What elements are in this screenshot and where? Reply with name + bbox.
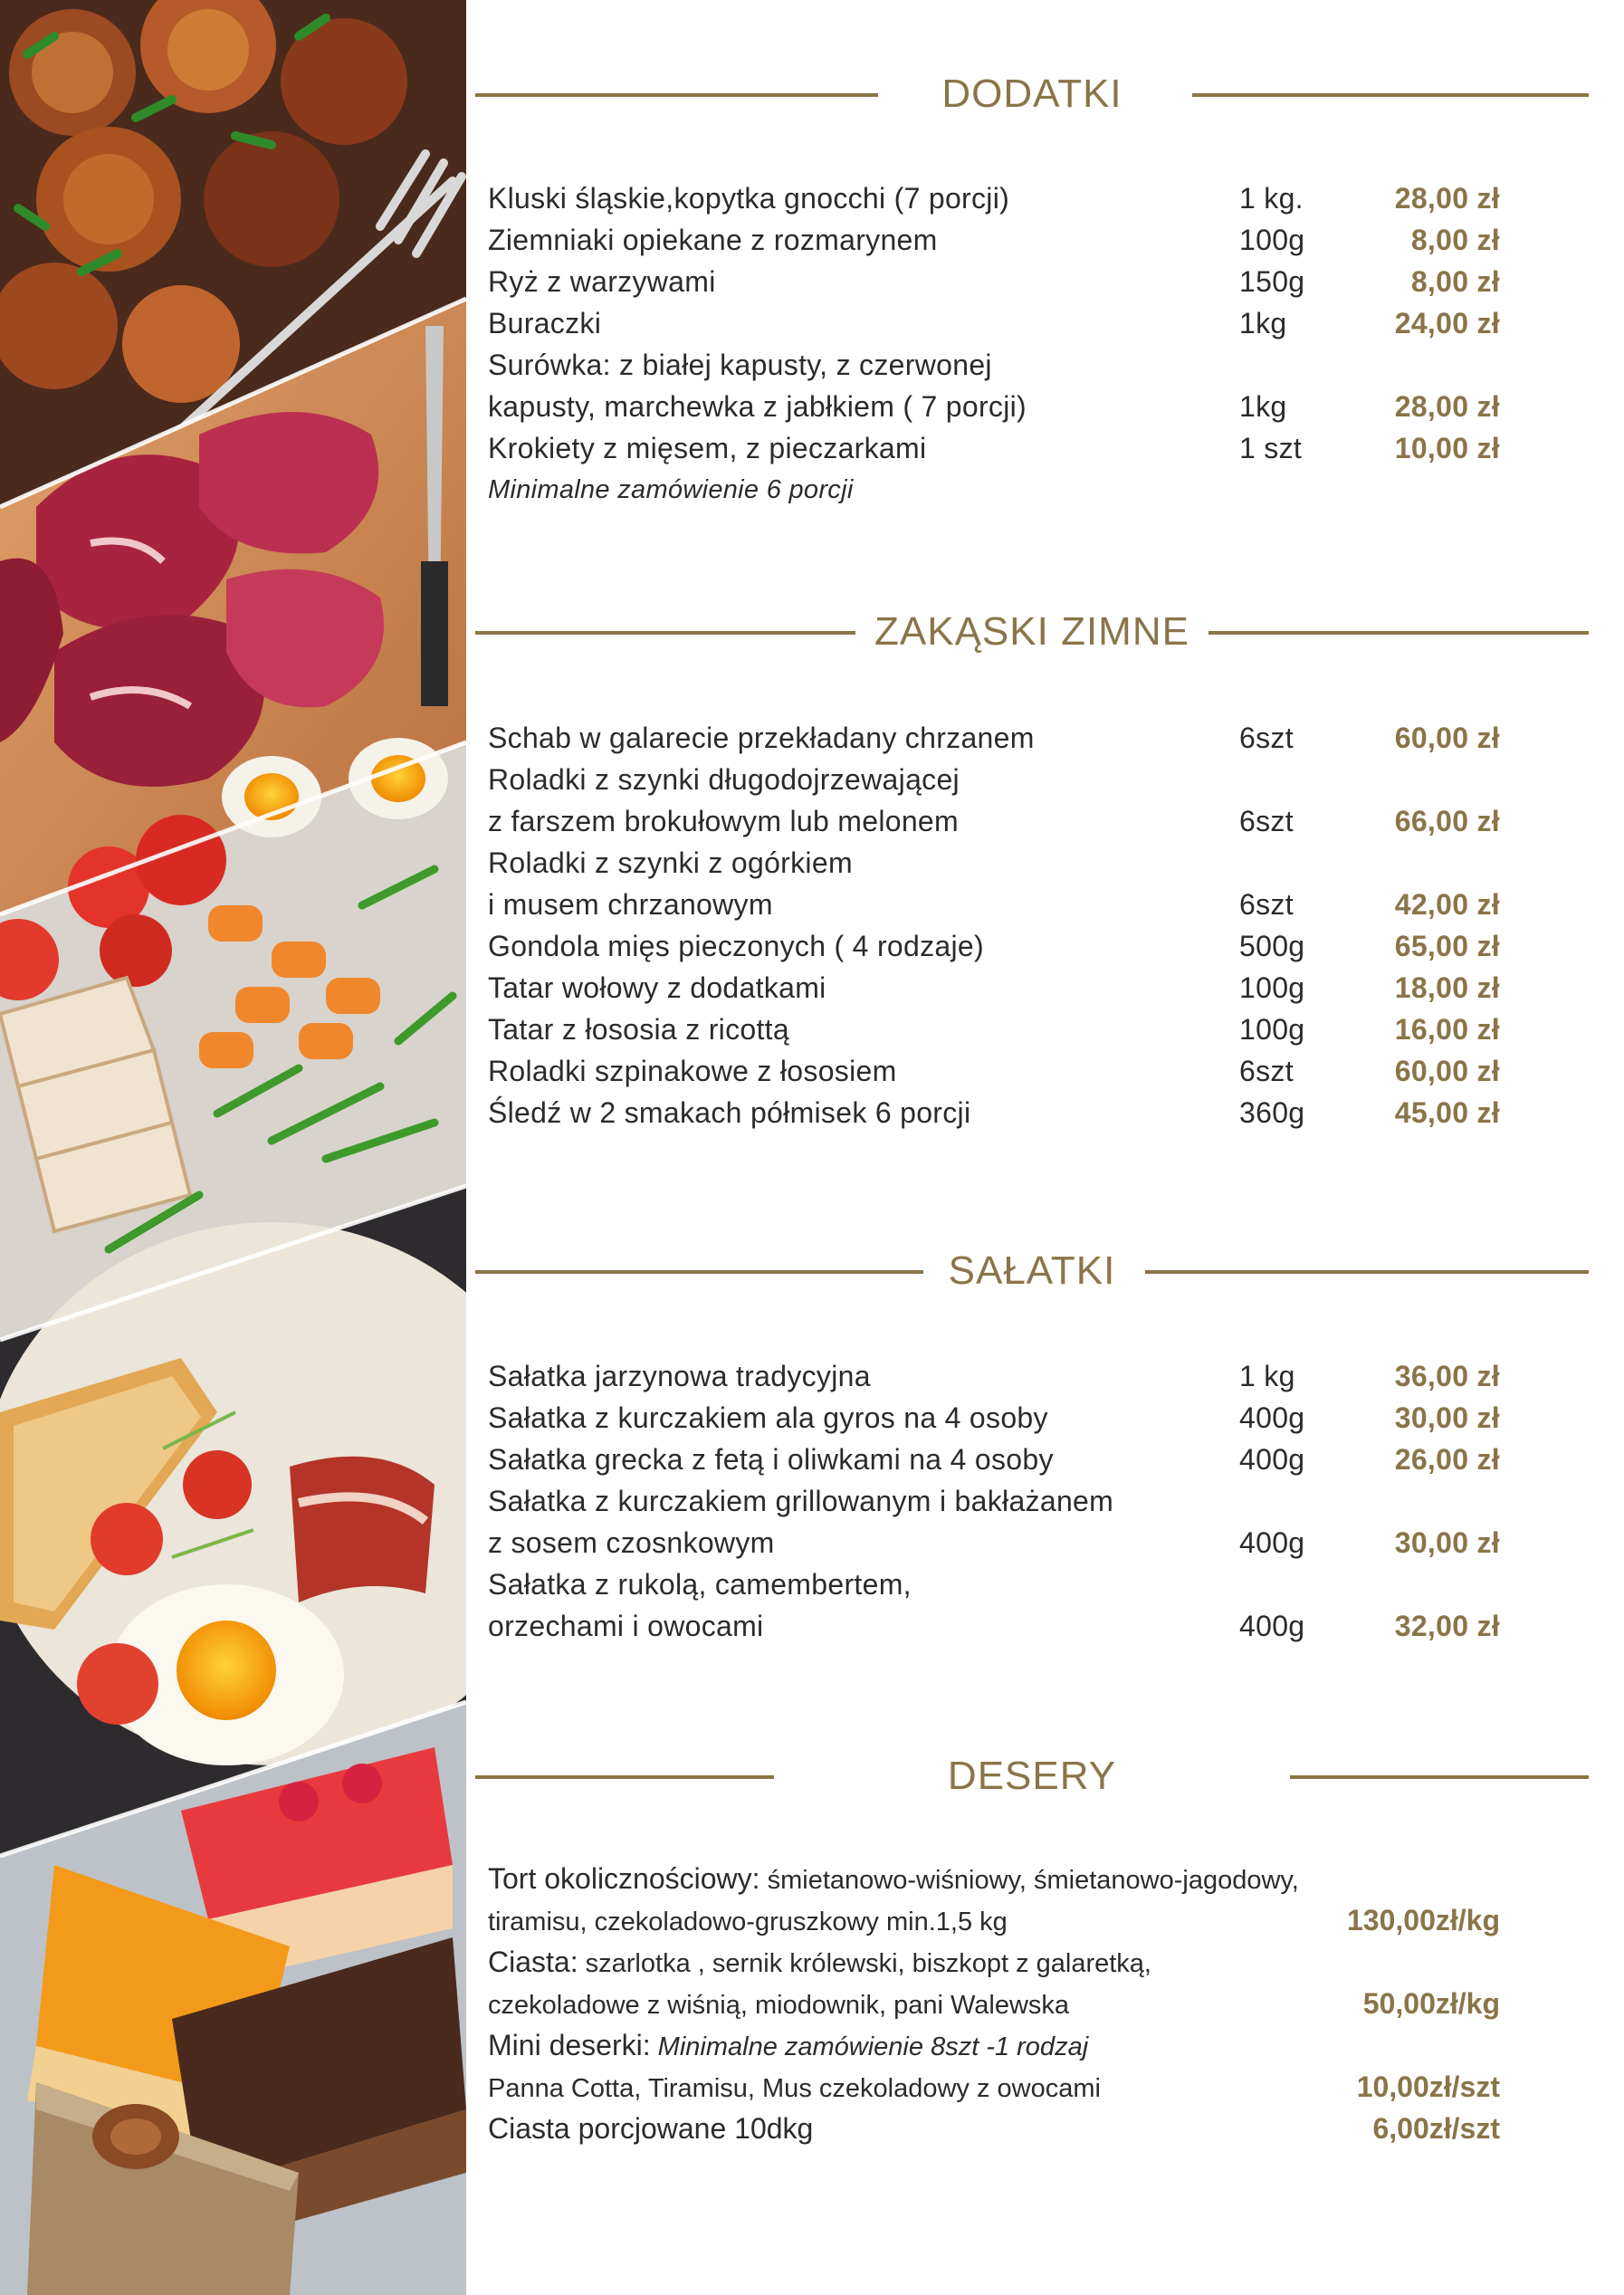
section-header-desery bbox=[475, 1740, 1589, 1812]
item-price: 8,00 zł bbox=[1410, 224, 1500, 256]
menu-row bbox=[488, 302, 1574, 344]
item-name: Buraczki bbox=[488, 307, 602, 339]
item-quantity: 360g bbox=[1239, 1096, 1305, 1129]
item-price: 45,00 zł bbox=[1394, 1096, 1500, 1129]
menu-row bbox=[488, 925, 1574, 967]
item-quantity: 1 kg bbox=[1239, 1360, 1295, 1392]
item-quantity: 6szt bbox=[1239, 722, 1294, 754]
item-name: orzechami i owocami bbox=[488, 1610, 764, 1642]
item-name: Śledź w 2 smakach półmisek 6 porcji bbox=[488, 1096, 971, 1129]
item-price: 36,00 zł bbox=[1394, 1360, 1500, 1392]
item-name: Ryż z warzywami bbox=[488, 265, 716, 298]
item-name: Sałatka jarzynowa tradycyjna bbox=[488, 1360, 871, 1392]
item-price: 60,00 zł bbox=[1394, 722, 1500, 754]
dessert-row bbox=[488, 1899, 1574, 1941]
item-quantity: 1 kg. bbox=[1239, 182, 1304, 215]
item-price: 26,00 zł bbox=[1394, 1443, 1500, 1476]
dessert-price: 10,00zł/szt bbox=[1356, 2070, 1500, 2103]
section-header-zakaski bbox=[475, 596, 1589, 668]
item-name: Sałatka grecka z fetą i oliwkami na 4 osoby bbox=[488, 1443, 1054, 1476]
item-quantity: 500g bbox=[1239, 930, 1305, 962]
menu-row bbox=[488, 344, 1574, 386]
dessert-category: Tort okolicznościowy: bbox=[488, 1862, 760, 1895]
item-quantity: 6szt bbox=[1239, 805, 1294, 837]
item-quantity: 150g bbox=[1239, 265, 1305, 298]
menu-row bbox=[488, 427, 1574, 469]
item-name: i musem chrzanowym bbox=[488, 888, 773, 921]
item-quantity: 1 szt bbox=[1239, 432, 1303, 464]
food-collage-image bbox=[0, 0, 466, 2295]
item-quantity: 6szt bbox=[1239, 888, 1294, 921]
item-name: Gondola mięs pieczonych ( 4 rodzaje) bbox=[488, 930, 984, 962]
menu-row bbox=[488, 842, 1574, 884]
minimum-order-note bbox=[488, 469, 1574, 511]
menu-row bbox=[488, 1397, 1574, 1439]
dessert-note: Minimalne zamówienie 8szt -1 rodzaj bbox=[650, 2032, 1089, 2061]
menu-row bbox=[488, 1355, 1574, 1397]
item-name: Roladki z szynki długodojrzewającej bbox=[488, 763, 960, 796]
salatki-list bbox=[488, 1355, 1574, 1647]
item-quantity: 1kg bbox=[1239, 307, 1287, 339]
menu-row bbox=[488, 1439, 1574, 1480]
section-header-salatki bbox=[475, 1235, 1589, 1307]
item-name: Sałatka z kurczakiem ala gyros na 4 osoby bbox=[488, 1401, 1048, 1434]
dessert-category: Ciasta: bbox=[488, 1946, 578, 1978]
item-name: Kluski śląskie,kopytka gnocchi (7 porcji) bbox=[488, 182, 1010, 215]
zakaski-list bbox=[488, 717, 1574, 1133]
item-quantity: 100g bbox=[1239, 224, 1305, 256]
item-price: 24,00 zł bbox=[1394, 307, 1500, 339]
section-title: SAŁATKI bbox=[948, 1248, 1116, 1293]
desery-list bbox=[488, 1858, 1574, 2149]
menu-row bbox=[488, 800, 1574, 842]
menu-column bbox=[475, 0, 1589, 2295]
item-price: 42,00 zł bbox=[1394, 888, 1500, 921]
menu-row bbox=[488, 1563, 1574, 1605]
item-name: Schab w galarecie przekładany chrzanem bbox=[488, 722, 1035, 754]
menu-row bbox=[488, 219, 1574, 261]
section-header-dodatki bbox=[475, 58, 1589, 130]
menu-row bbox=[488, 1050, 1574, 1092]
menu-row bbox=[488, 1522, 1574, 1563]
dessert-description: szarlotka , sernik królewski, biszkopt z galaretką, bbox=[578, 1949, 1151, 1978]
item-price: 32,00 zł bbox=[1394, 1610, 1500, 1642]
dessert-description: śmietanowo-wiśniowy, śmietanowo-jagodowy, bbox=[759, 1866, 1299, 1895]
item-quantity: 100g bbox=[1239, 1013, 1305, 1046]
dessert-price: 50,00zł/kg bbox=[1362, 1987, 1500, 2020]
menu-row bbox=[488, 967, 1574, 1009]
item-name: Sałatka z kurczakiem grillowanym i bakłażanem bbox=[488, 1485, 1114, 1517]
menu-row bbox=[488, 386, 1574, 427]
section-title: DESERY bbox=[947, 1754, 1117, 1798]
item-name: Roladki z szynki z ogórkiem bbox=[488, 846, 853, 879]
item-price: 30,00 zł bbox=[1394, 1526, 1500, 1559]
dessert-description: czekoladowe z wiśnią, miodownik, pani Walewska bbox=[488, 1991, 1070, 2020]
note-text: Minimalne zamówienie 6 porcji bbox=[488, 475, 854, 504]
section-title: DODATKI bbox=[941, 72, 1122, 116]
item-quantity: 6szt bbox=[1239, 1055, 1294, 1087]
item-name: Tatar wołowy z dodatkami bbox=[488, 971, 826, 1004]
menu-row bbox=[488, 884, 1574, 925]
dessert-category: Ciasta porcjowane 10dkg bbox=[488, 2112, 814, 2145]
food-photo-strip bbox=[0, 0, 466, 2295]
menu-row bbox=[488, 261, 1574, 302]
dessert-description: Panna Cotta, Tiramisu, Mus czekoladowy z owocami bbox=[488, 2074, 1101, 2103]
menu-row bbox=[488, 1480, 1574, 1522]
dessert-price: 6,00zł/szt bbox=[1372, 2112, 1500, 2145]
dessert-row bbox=[488, 2108, 1574, 2149]
dessert-price: 130,00zł/kg bbox=[1347, 1904, 1500, 1936]
item-quantity: 400g bbox=[1239, 1610, 1305, 1642]
item-name: z farszem brokułowym lub melonem bbox=[488, 805, 959, 837]
dessert-row bbox=[488, 1941, 1574, 1983]
item-price: 28,00 zł bbox=[1394, 390, 1500, 423]
dodatki-list bbox=[488, 177, 1574, 511]
dessert-row bbox=[488, 1983, 1574, 2024]
menu-row bbox=[488, 717, 1574, 759]
menu-row bbox=[488, 1092, 1574, 1133]
menu-row bbox=[488, 1009, 1574, 1050]
item-quantity: 100g bbox=[1239, 971, 1305, 1004]
item-quantity: 400g bbox=[1239, 1443, 1305, 1476]
item-name: kapusty, marchewka z jabłkiem ( 7 porcji) bbox=[488, 390, 1027, 423]
section-title: ZAKĄSKI ZIMNE bbox=[874, 609, 1189, 654]
item-name: Krokiety z mięsem, z pieczarkami bbox=[488, 432, 927, 464]
item-quantity: 400g bbox=[1239, 1401, 1305, 1434]
item-quantity: 400g bbox=[1239, 1526, 1305, 1559]
item-price: 18,00 zł bbox=[1394, 971, 1500, 1004]
dessert-row bbox=[488, 2066, 1574, 2108]
dessert-description: tiramisu, czekoladowo-gruszkowy min.1,5 kg bbox=[488, 1908, 1008, 1936]
item-price: 16,00 zł bbox=[1394, 1013, 1500, 1046]
item-quantity: 1kg bbox=[1239, 390, 1287, 423]
item-price: 60,00 zł bbox=[1394, 1055, 1500, 1087]
dessert-row bbox=[488, 1858, 1574, 1899]
menu-row bbox=[488, 759, 1574, 800]
menu-row bbox=[488, 177, 1574, 219]
dessert-row bbox=[488, 2024, 1574, 2066]
menu-row bbox=[488, 1605, 1574, 1647]
item-price: 66,00 zł bbox=[1394, 805, 1500, 837]
item-name: Surówka: z białej kapusty, z czerwonej bbox=[488, 349, 992, 381]
item-price: 65,00 zł bbox=[1394, 930, 1500, 962]
dessert-category: Mini deserki: bbox=[488, 2029, 651, 2061]
item-name: Ziemniaki opiekane z rozmarynem bbox=[488, 224, 938, 256]
item-name: Roladki szpinakowe z łososiem bbox=[488, 1055, 897, 1087]
item-price: 30,00 zł bbox=[1394, 1401, 1500, 1434]
item-price: 28,00 zł bbox=[1394, 182, 1500, 215]
item-name: z sosem czosnkowym bbox=[488, 1526, 775, 1559]
item-name: Tatar z łososia z ricottą bbox=[488, 1013, 789, 1046]
item-price: 10,00 zł bbox=[1394, 432, 1500, 464]
item-name: Sałatka z rukolą, camembertem, bbox=[488, 1568, 912, 1601]
item-price: 8,00 zł bbox=[1410, 265, 1500, 298]
